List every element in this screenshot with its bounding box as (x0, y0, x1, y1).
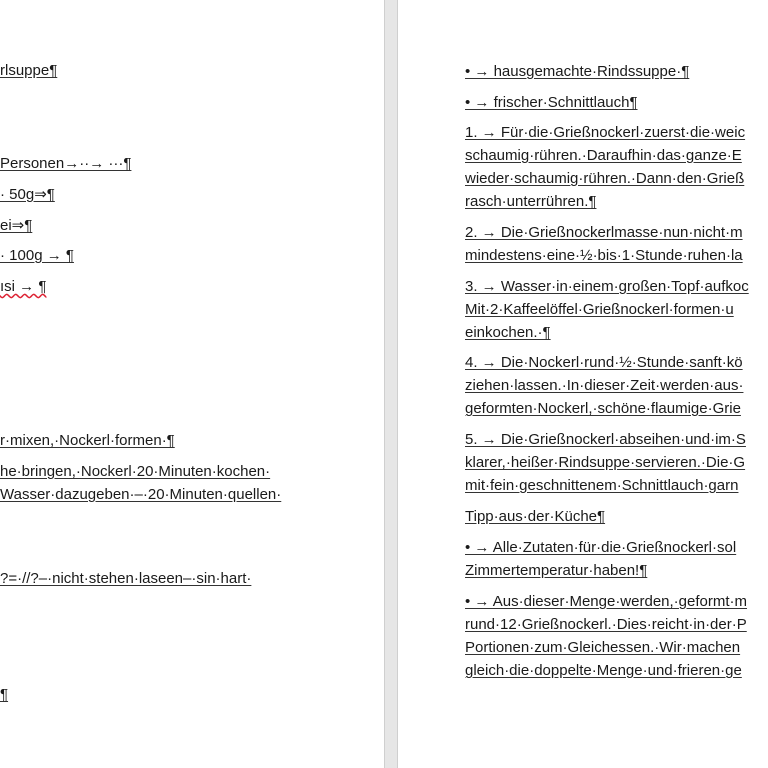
text-line[interactable]: mit·fein·geschnittenem·Schnittlauch·garn (465, 477, 739, 494)
text-line[interactable]: ziehen·lassen.·In·dieser·Zeit·werden·aus· (465, 377, 744, 394)
text-line[interactable]: geformten·Nockerl,·schöne·flaumige·Grie (465, 400, 741, 417)
text-line[interactable]: einkochen.·¶ (465, 324, 551, 341)
step-item[interactable]: 2. → Die·Grießnockerlmasse·nun·nicht·m (465, 224, 743, 241)
text-line[interactable]: schaumig·rühren.·Daraufhin·das·ganze·E (465, 147, 742, 164)
text-line[interactable]: · 50g⇒¶ (0, 186, 55, 203)
text-line[interactable]: · 100g → ¶ (0, 247, 74, 264)
text-line[interactable]: rund·12·Grießnockerl.·Dies·reicht·in·der·P (465, 616, 747, 633)
text-line[interactable]: gleich·die·doppelte·Menge·und·frieren·ge (465, 662, 742, 679)
bullet-item[interactable]: • → frischer·Schnittlauch¶ (465, 94, 638, 111)
text-line[interactable]: wieder·schaumig·rühren.·Dann·den·Grieß (465, 170, 745, 187)
text-line[interactable]: rasch·unterrühren.¶ (465, 193, 597, 210)
step-item[interactable]: 5. → Die·Grießnockerl·abseihen·und·im·S (465, 431, 746, 448)
text-line[interactable]: ?=·//?–·nicht·stehen·laseen–·sin·hart· (0, 570, 252, 587)
step-item[interactable]: 3. → Wasser·in·einem·großen·Topf·aufkoc (465, 278, 749, 295)
text-line[interactable]: ısi → ¶ (0, 278, 47, 295)
text-line[interactable]: Mit·2·Kaffeelöffel·Grießnockerl·formen·u (465, 301, 734, 318)
text-line[interactable]: he·bringen,·Nockerl·20·Minuten·kochen· (0, 463, 271, 480)
step-item[interactable]: 1. → Für·die·Grießnockerl·zuerst·die·weic (465, 124, 746, 141)
text-line[interactable]: Zimmertemperatur·haben!¶ (465, 562, 648, 579)
text-line[interactable]: Portionen·zum·Gleichessen.·Wir·machen (465, 639, 741, 656)
bullet-item[interactable]: • → hausgemachte·Rindssuppe·¶ (465, 63, 690, 80)
text-line[interactable]: Wasser·dazugeben·–·20·Minuten·quellen· (0, 486, 282, 503)
bullet-item[interactable]: • → Aus·dieser·Menge·werden,·geformt·m (465, 593, 748, 610)
section-heading[interactable]: Tipp·aus·der·Küche¶ (465, 508, 606, 525)
text-line[interactable]: r·mixen,·Nockerl·formen·¶ (0, 432, 175, 449)
text-line[interactable]: ¶ (0, 686, 9, 703)
bullet-item[interactable]: • → Alle·Zutaten·für·die·Grießnockerl·sol (465, 539, 737, 556)
text-line[interactable]: ei⇒¶ (0, 217, 33, 234)
text-line[interactable]: Personen→··→ ···¶ (0, 155, 132, 172)
text-line[interactable]: klarer,·heißer·Rindsuppe·servieren.·Die·G (465, 454, 746, 471)
text-line[interactable]: rlsuppe¶ (0, 62, 58, 79)
document-page-right[interactable] (398, 0, 768, 768)
step-item[interactable]: 4. → Die·Nockerl·rund·½·Stunde·sanft·kö (465, 354, 743, 371)
text-line[interactable]: mindestens·eine·½·bis·1·Stunde·ruhen·la (465, 247, 743, 264)
page-gap (384, 0, 398, 768)
